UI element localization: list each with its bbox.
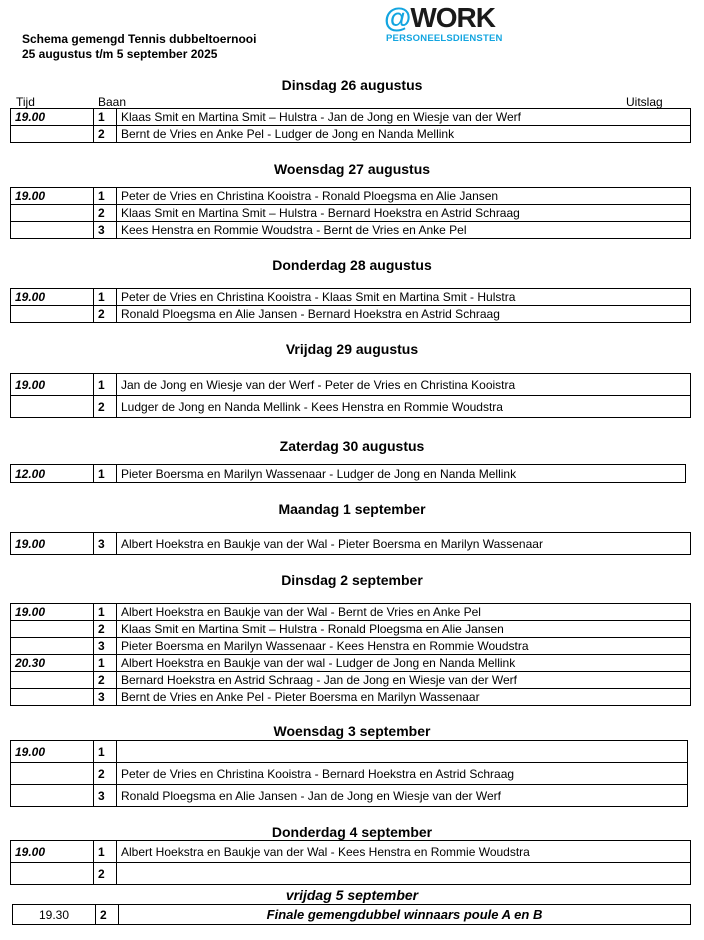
match-cell (117, 741, 688, 763)
match-cell: Klaas Smit en Martina Smit – Hulstra - Jan de Jong en Wiesje van der Werf (117, 109, 691, 126)
court-cell: 2 (94, 205, 117, 222)
time-cell (11, 621, 94, 638)
match-table (10, 288, 691, 323)
match-table (10, 464, 686, 483)
match-cell: Bernt de Vries en Anke Pel - Ludger de Jong en Nanda Mellink (117, 126, 691, 143)
time-cell: 19.00 (11, 374, 94, 396)
match-cell: Pieter Boersma en Marilyn Wassenaar - Kees Henstra en Rommie Woudstra (117, 638, 691, 655)
day-heading: vrijdag 5 september (285, 887, 419, 903)
match-cell: Albert Hoekstra en Baukje van der Wal - Bernt de Vries en Anke Pel (117, 604, 691, 621)
match-cell: Klaas Smit en Martina Smit – Hulstra - Bernard Hoekstra en Astrid Schraag (117, 205, 691, 222)
table-row (11, 533, 691, 555)
time-cell: 19.00 (11, 741, 94, 763)
court-cell: 2 (94, 763, 117, 785)
day-heading: Woensdag 27 augustus (273, 161, 431, 177)
match-cell: Jan de Jong en Wiesje van der Werf - Peter de Vries en Christina Kooistra (117, 374, 691, 396)
match-cell: Albert Hoekstra en Baukje van der wal - Ludger de Jong en Nanda Mellink (117, 655, 691, 672)
match-cell: Kees Henstra en Rommie Woudstra - Bernt de Vries en Anke Pel (117, 222, 691, 239)
table-row (11, 785, 688, 807)
time-cell (11, 396, 94, 418)
table-row (11, 763, 688, 785)
match-cell: Albert Hoekstra en Baukje van der Wal - Pieter Boersma en Marilyn Wassenaar (117, 533, 691, 555)
table-row (11, 188, 691, 205)
match-table (12, 904, 691, 925)
match-table (10, 373, 691, 418)
time-cell (11, 306, 94, 323)
court-cell: 2 (96, 905, 119, 925)
match-table (10, 840, 691, 885)
day-heading: Donderdag 28 augustus (272, 257, 432, 273)
day-heading: Vrijdag 29 augustus (285, 341, 419, 357)
court-cell: 1 (94, 109, 117, 126)
table-row (11, 289, 691, 306)
time-cell (11, 785, 94, 807)
time-cell: 12.00 (11, 465, 94, 483)
match-table (10, 532, 691, 555)
court-cell: 1 (94, 465, 117, 483)
table-row (11, 222, 691, 239)
logo-subtitle: PERSONEELSDIENSTEN (386, 33, 503, 44)
court-cell: 3 (94, 689, 117, 706)
time-cell (11, 672, 94, 689)
table-row (11, 396, 691, 418)
column-label-time: Tijd (16, 95, 35, 109)
match-cell: Klaas Smit en Martina Smit – Hulstra - Ronald Ploegsma en Alie Jansen (117, 621, 691, 638)
time-cell: 19.00 (11, 604, 94, 621)
match-cell: Ludger de Jong en Nanda Mellink - Kees Henstra en Rommie Woudstra (117, 396, 691, 418)
column-label-result: Uitslag (626, 95, 663, 109)
time-cell: 20.30 (11, 655, 94, 672)
table-row (11, 655, 691, 672)
day-heading: Donderdag 4 september (271, 824, 433, 840)
table-row (11, 621, 691, 638)
court-cell: 1 (94, 841, 117, 863)
time-cell: 19.00 (11, 289, 94, 306)
table-row (11, 109, 691, 126)
court-cell: 1 (94, 655, 117, 672)
match-cell: Peter de Vries en Christina Kooistra - Klaas Smit en Martina Smit - Hulstra (117, 289, 691, 306)
table-row (11, 672, 691, 689)
time-cell: 19.30 (13, 905, 96, 925)
court-cell: 1 (94, 374, 117, 396)
match-cell: Bernt de Vries en Anke Pel - Pieter Boersma en Marilyn Wassenaar (117, 689, 691, 706)
court-cell: 3 (94, 785, 117, 807)
document-header (22, 32, 256, 62)
match-cell: Peter de Vries en Christina Kooistra - Bernard Hoekstra en Astrid Schraag (117, 763, 688, 785)
table-row (11, 863, 691, 885)
table-row (11, 306, 691, 323)
time-cell: 19.00 (11, 188, 94, 205)
time-cell (11, 763, 94, 785)
time-cell (11, 222, 94, 239)
match-cell: Pieter Boersma en Marilyn Wassenaar - Ludger de Jong en Nanda Mellink (117, 465, 686, 483)
court-cell: 3 (94, 638, 117, 655)
match-cell (117, 863, 691, 885)
table-row (11, 638, 691, 655)
court-cell: 1 (94, 604, 117, 621)
day-heading: Zaterdag 30 augustus (279, 438, 425, 454)
court-cell: 1 (94, 188, 117, 205)
time-cell (11, 205, 94, 222)
court-cell: 1 (94, 289, 117, 306)
final-match-cell: Finale gemengdubbel winnaars poule A en B (119, 905, 691, 925)
document-title: Schema gemengd Tennis dubbeltoernooi (22, 32, 257, 46)
table-row (11, 841, 691, 863)
time-cell: 19.00 (11, 533, 94, 555)
time-cell: 19.00 (11, 109, 94, 126)
match-cell: Ronald Ploegsma en Alie Jansen - Jan de Jong en Wiesje van der Werf (117, 785, 688, 807)
time-cell (11, 638, 94, 655)
day-heading: Maandag 1 september (278, 501, 426, 517)
court-cell: 2 (94, 621, 117, 638)
logo-word: WORK (410, 2, 495, 33)
court-cell: 3 (94, 533, 117, 555)
time-cell (11, 863, 94, 885)
table-row (11, 741, 688, 763)
atwork-logo (384, 2, 524, 46)
court-cell: 3 (94, 222, 117, 239)
match-cell: Bernard Hoekstra en Astrid Schraag - Jan de Jong en Wiesje van der Werf (117, 672, 691, 689)
match-cell: Peter de Vries en Christina Kooistra - Ronald Ploegsma en Alie Jansen (117, 188, 691, 205)
match-cell: Albert Hoekstra en Baukje van der Wal - Kees Henstra en Rommie Woudstra (117, 841, 691, 863)
match-table (10, 603, 691, 706)
court-cell: 2 (94, 126, 117, 143)
match-table (10, 187, 691, 239)
table-row (11, 374, 691, 396)
day-heading: Woensdag 3 september (273, 723, 431, 739)
match-cell: Ronald Ploegsma en Alie Jansen - Bernard Hoekstra en Astrid Schraag (117, 306, 691, 323)
table-row (11, 205, 691, 222)
day-heading: Dinsdag 2 september (281, 572, 423, 588)
time-cell: 19.00 (11, 841, 94, 863)
court-cell: 2 (94, 672, 117, 689)
table-row (11, 126, 691, 143)
court-cell: 2 (94, 396, 117, 418)
document-period: 25 augustus t/m 5 september 2025 (22, 47, 218, 61)
logo-at-sign: @ (384, 2, 411, 33)
court-cell: 1 (94, 741, 117, 763)
column-label-court: Baan (98, 95, 127, 109)
table-row (11, 604, 691, 621)
table-row (11, 689, 691, 706)
day-heading: Dinsdag 26 augustus (281, 77, 423, 93)
court-cell: 2 (94, 863, 117, 885)
match-table (10, 740, 688, 807)
match-table (10, 108, 691, 143)
logo-wordmark (384, 2, 495, 34)
table-row (11, 465, 686, 483)
table-row (13, 905, 691, 925)
court-cell: 2 (94, 306, 117, 323)
time-cell (11, 689, 94, 706)
time-cell (11, 126, 94, 143)
